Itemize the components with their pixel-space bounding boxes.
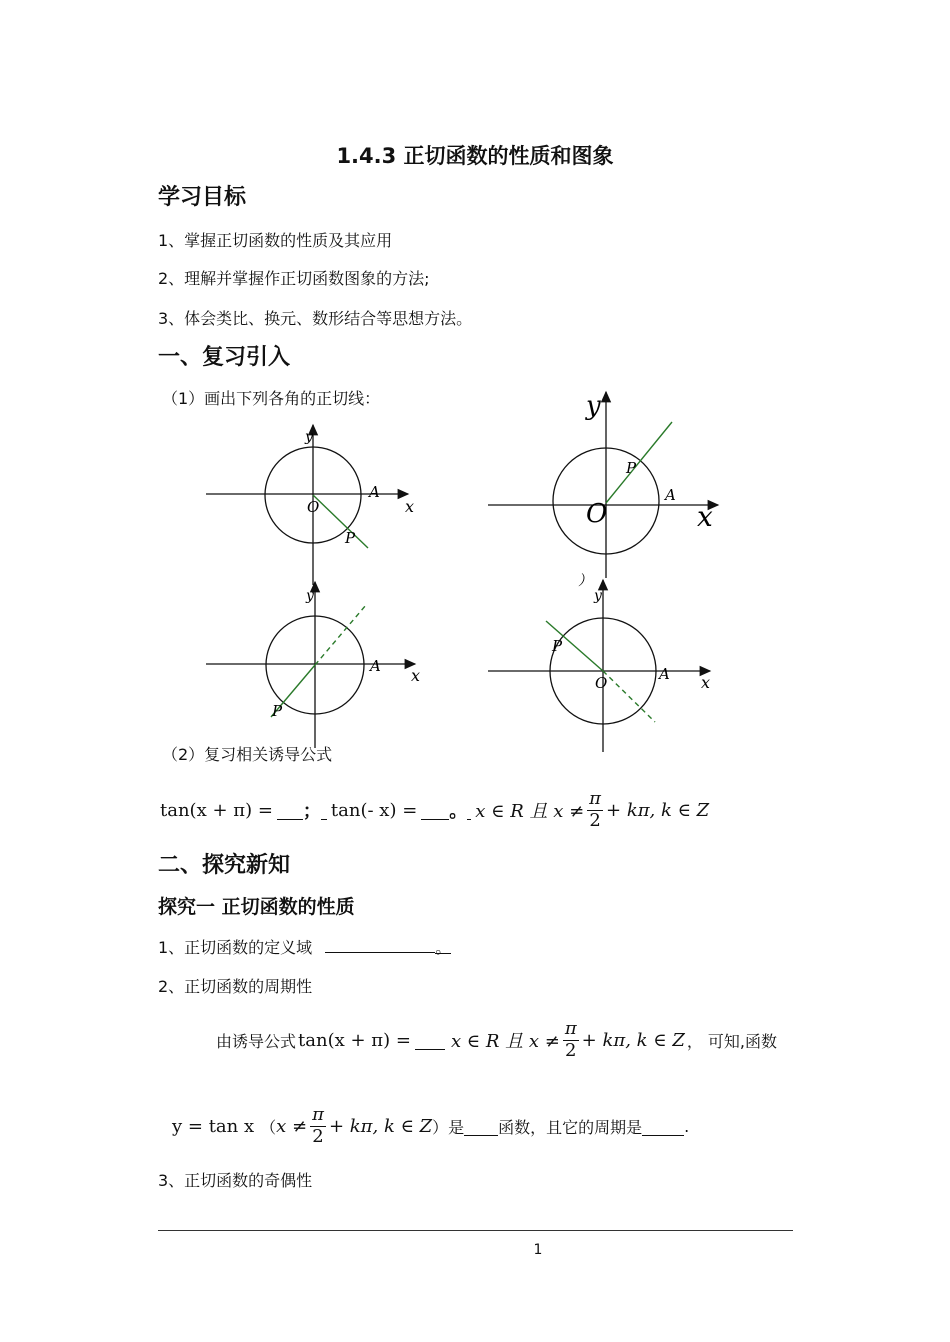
d1-a-label: A <box>369 483 380 501</box>
period-prefix: 由诱导公式 <box>216 1031 297 1051</box>
formula-tan-shift: tan(x + π) = <box>160 799 273 821</box>
period-fraction-num: π <box>564 1017 577 1039</box>
d4-x-label: x <box>701 673 711 692</box>
d2-y-label: y <box>586 391 601 421</box>
d3-p-label: P <box>272 702 283 720</box>
d1-o-label: O <box>307 498 320 516</box>
period-tail: + kπ, k ∈ Z <box>581 1029 685 1051</box>
d3-x-label: x <box>411 666 421 685</box>
d4-p-label: P <box>552 637 563 655</box>
d4-o-label: O <box>595 674 608 692</box>
review-heading: 一、复习引入 <box>158 345 291 370</box>
period-suffix: ， 可知,函数 <box>686 1031 778 1051</box>
diagram-3 <box>206 582 420 748</box>
review-formula <box>160 786 709 834</box>
formula-condition: x ∈ R 且 x ≠ <box>475 801 585 822</box>
item-1-end: 。 <box>435 935 451 954</box>
explore-item-1 <box>158 934 451 958</box>
periodicity-line-2 <box>172 1100 689 1152</box>
d4-y-label: y <box>594 588 602 604</box>
page-title: 1.4.3 正切函数的性质和图象 <box>336 144 614 168</box>
domain-blank[interactable] <box>325 934 435 953</box>
d4-a-label: A <box>659 665 670 683</box>
item-1-label: 1、正切函数的定义域 <box>158 938 313 957</box>
d2-x-label: x <box>697 500 713 533</box>
d2-p-label: P <box>626 459 637 477</box>
page-number: 1 <box>533 1242 543 1258</box>
explore-subheading: 探究一 正切函数的性质 <box>158 896 355 918</box>
review-question-2: （2）复习相关诱导公式 <box>162 745 333 764</box>
d4-stray-paren: ） <box>578 573 592 589</box>
explore-item-3: 3、正切函数的奇偶性 <box>158 1171 313 1190</box>
line2-end: . <box>684 1116 690 1136</box>
line2-function: y = tan x <box>172 1115 255 1137</box>
line2-fraction-den: 2 <box>312 1125 324 1147</box>
objective-1: 1、掌握正切函数的性质及其应用 <box>158 231 393 250</box>
formula-tail: + kπ, k ∈ Z <box>606 799 710 821</box>
blank-tail-1 <box>321 801 327 820</box>
line2-is: 是 <box>448 1117 465 1137</box>
blank-tan-shift[interactable] <box>277 801 303 820</box>
line2-condition: x ≠ <box>276 1115 308 1137</box>
diagram-4 <box>488 573 710 752</box>
d1-p-label: P <box>345 529 356 547</box>
explore-item-2: 2、正切函数的周期性 <box>158 977 313 996</box>
line2-tail: + kπ, k ∈ Z <box>328 1115 433 1137</box>
fraction-den: 2 <box>589 809 601 831</box>
review-question-1: （1）画出下列各角的正切线： <box>162 389 381 408</box>
d3-a-label: A <box>370 657 381 675</box>
d3-y-label: y <box>306 588 314 604</box>
line2-fraction <box>310 1105 326 1147</box>
period-fraction-den: 2 <box>565 1039 577 1061</box>
period-condition: x ∈ R 且 x ≠ <box>450 1031 560 1052</box>
footer-divider <box>158 1230 793 1231</box>
formula-tan-neg: tan(- x) = <box>330 799 418 821</box>
explore-heading: 二、探究新知 <box>158 853 291 878</box>
line2-fraction-num: π <box>312 1103 324 1125</box>
line2-close-paren: ） <box>432 1117 449 1137</box>
periodicity-line-1 <box>216 1014 777 1066</box>
line2-open-paren: （ <box>260 1117 277 1137</box>
d2-a-label: A <box>665 486 676 504</box>
formula-sep-2: 。 <box>449 801 468 822</box>
period-formula: tan(x + π) = <box>298 1029 411 1051</box>
line2-middle-text: 函数，且它的周期是 <box>498 1117 643 1137</box>
blank-tail-2 <box>467 801 471 820</box>
period-blank[interactable] <box>415 1031 445 1050</box>
formula-sep-1: ； <box>302 801 321 822</box>
diagram-2 <box>488 391 718 578</box>
objective-2: 2、理解并掌握作正切函数图象的方法; <box>158 269 430 288</box>
function-type-blank[interactable] <box>464 1117 498 1136</box>
blank-tan-neg[interactable] <box>421 801 449 820</box>
period-fraction <box>563 1019 579 1061</box>
period-value-blank[interactable] <box>642 1117 684 1136</box>
objective-3: 3、体会类比、换元、数形结合等思想方法。 <box>158 309 473 328</box>
d1-x-label: x <box>405 497 415 516</box>
d2-o-label: O <box>586 499 608 529</box>
objectives-heading: 学习目标 <box>158 185 247 210</box>
fraction-num: π <box>589 787 602 809</box>
d1-y-label: y <box>305 429 313 445</box>
diagram-1 <box>206 425 414 585</box>
fraction-pi-over-2 <box>587 789 603 831</box>
